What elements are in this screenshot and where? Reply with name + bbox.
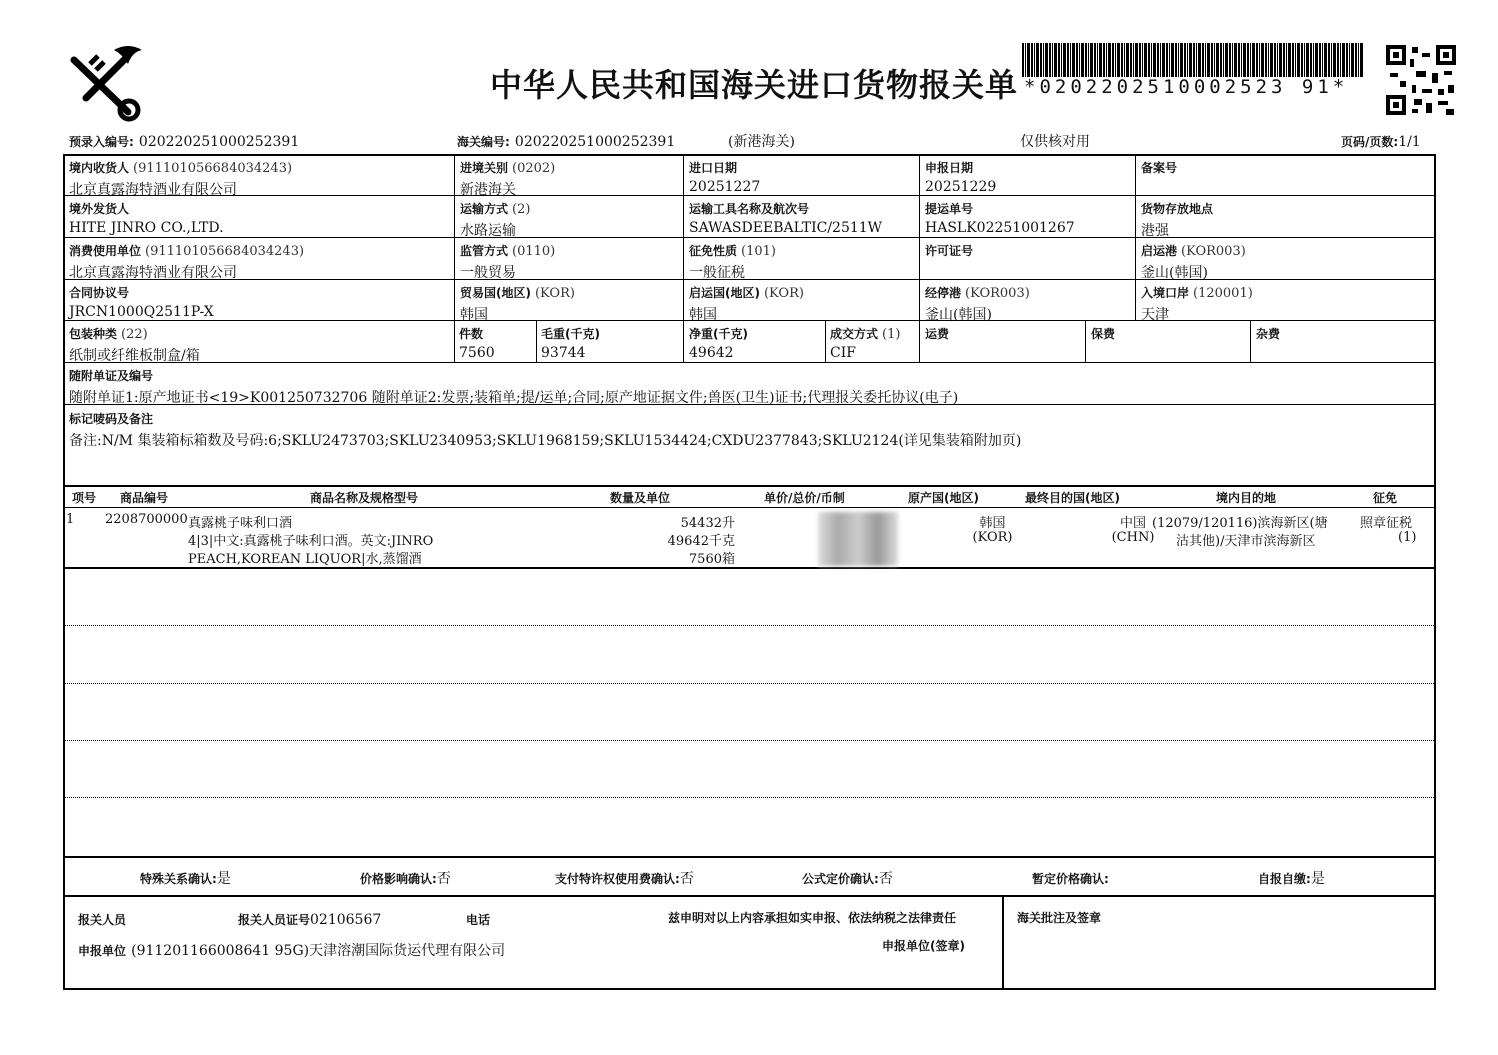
header-goods-name: 商品名称及规格型号 [310, 491, 419, 505]
entry-customs-field: 进境关别 (0202) 新港海关 [460, 161, 556, 198]
departure-port-field: 启运港 (KOR003) 釜山(韩国) [1141, 244, 1246, 281]
departure-country-field: 启运国(地区) (KOR) 韩国 [689, 286, 804, 323]
customs-emblem-logo [66, 42, 146, 122]
goods-name: 真露桃子味利口酒 [188, 516, 293, 531]
declarant-label: 报关人员 [78, 913, 127, 927]
package-field: 包装种类 (22) 纸制或纤维板制盒/箱 [69, 327, 200, 364]
price-impact-confirm: 价格影响确认:否 [360, 871, 451, 887]
quantity-kg: 49642千克 [667, 534, 735, 549]
levy-mode-code: (1) [1398, 530, 1417, 545]
attached-docs-field: 随附单证及编号 随附单证1:原产地证书<19>K001250732706 随附单证2:发票;装箱单;提/运单;合同;原产地证据文件;兽医(卫生)证书;代理报关委托协议(电子) [69, 369, 959, 406]
quantity-boxes: 7560箱 [688, 552, 735, 567]
verification-notice: 仅供核对用 [1020, 134, 1090, 150]
marks-remarks-field: 标记唛码及备注 备注:N/M 集装箱标箱数及号码:6;SKLU2473703;SKLU2340953;SKLU1968159;SKLU1534424;CXDU2377843;SKLU2124(详见集装箱附加页) [69, 412, 1022, 449]
phone-label: 电话 [466, 913, 491, 927]
declaring-unit: 申报单位 (911201166008641 95G)天津溶潮国际货运代理有限公司 [78, 943, 506, 959]
dest-country-code: (CHN) [1111, 530, 1155, 545]
entry-port-field: 入境口岸 (120001) 天津 [1141, 286, 1253, 323]
barcode [1022, 43, 1364, 77]
hs-code: 2208700000 [105, 512, 188, 527]
trade-country-field: 贸易国(地区) (KOR) 韩国 [460, 286, 575, 323]
consignee-field: 境内收货人 (911101056684034243) 北京真露海特酒业有限公司 [69, 161, 293, 198]
insurance-field: 保费 [1091, 327, 1116, 341]
pre-entry-number: 预录入编号: 020220251000252391 [69, 134, 300, 150]
customs-name: (新港海关) [728, 134, 795, 150]
storage-field: 货物存放地点 港强 [1141, 202, 1214, 239]
item-no: 1 [66, 512, 75, 527]
license-field: 许可证号 [925, 244, 974, 258]
price-redacted [818, 512, 898, 566]
consumer-field: 消费使用单位 (911101056684034243) 北京真露海特酒业有限公司 [69, 244, 305, 281]
goods-spec: 4|3|中文:真露桃子味利口酒。英文:JINRO [188, 534, 434, 549]
royalty-confirm: 支付特许权使用费确认:否 [555, 871, 694, 887]
customs-number: 海关编号: 020220251000252391 [457, 134, 676, 150]
goods-spec-cont: PEACH,KOREAN LIQUOR|水,蒸馏酒 [188, 552, 422, 567]
header-quantity: 数量及单位 [610, 491, 671, 505]
special-relationship-confirm: 特殊关系确认:是 [140, 871, 231, 887]
transport-mode-field: 运输方式 (2) 水路运输 [460, 202, 531, 239]
origin-country: 韩国 [979, 516, 1006, 531]
import-date-field: 进口日期 20251227 [689, 161, 761, 195]
vessel-field: 运输工具名称及航次号 SAWASDEEBALTIC/2511W [689, 202, 883, 236]
misc-fee-field: 杂费 [1256, 327, 1281, 341]
net-weight-field: 净重(千克) 49642 [689, 327, 748, 361]
deal-mode-field: 成交方式 (1) CIF [830, 327, 901, 361]
header-domestic-destination: 境内目的地 [1216, 491, 1277, 505]
origin-country-code: (KOR) [972, 530, 1013, 545]
customs-sign-label: 海关批注及签章 [1017, 911, 1102, 925]
header-price: 单价/总价/币制 [764, 491, 845, 505]
qr-code [1386, 45, 1456, 115]
gross-weight-field: 毛重(千克) 93744 [541, 327, 600, 361]
freight-field: 运费 [925, 327, 950, 341]
header-hs-code: 商品编号 [120, 491, 169, 505]
header-origin: 原产国(地区) [908, 491, 979, 505]
contract-field: 合同协议号 JRCN1000Q2511P-X [69, 286, 214, 320]
declare-date-field: 申报日期 20251229 [925, 161, 997, 195]
bill-no-field: 提运单号 HASLK02251001267 [925, 202, 1075, 236]
header-final-destination: 最终目的国(地区) [1025, 491, 1120, 505]
quantity-liters: 54432升 [680, 516, 735, 531]
barcode-text: *0202202510002523 91* [1024, 76, 1349, 98]
domestic-destination: (12079/120116)滨海新区(塘 [1152, 516, 1328, 531]
header-levy: 征免 [1373, 491, 1398, 505]
dest-country: 中国 [1119, 516, 1146, 531]
domestic-destination-cont: 沽其他)/天津市滨海新区 [1176, 534, 1316, 549]
page-number: 页码/页数:1/1 [1341, 134, 1421, 150]
declarant-cert: 报关人员证号02106567 [238, 912, 382, 928]
shipper-field: 境外发货人 HITE JINRO CO.,LTD. [69, 202, 224, 236]
legal-statement: 兹申明对以上内容承担如实申报、依法纳税之法律责任 [668, 911, 957, 925]
supervision-field: 监管方式 (0110) 一般贸易 [460, 244, 556, 281]
stop-port-field: 经停港 (KOR003) 釜山(韩国) [925, 286, 1030, 323]
levy-mode: 照章征税 [1360, 516, 1413, 531]
record-no-field: 备案号 [1141, 161, 1178, 175]
pieces-field: 件数 7560 [459, 327, 495, 361]
document-title: 中华人民共和国海关进口货物报关单 [490, 66, 1019, 104]
provisional-price-confirm: 暂定价格确认: [1032, 872, 1109, 886]
self-pay-confirm: 自报自缴:是 [1258, 871, 1325, 887]
header-item-no: 项号 [72, 491, 97, 505]
formula-price-confirm: 公式定价确认:否 [802, 871, 893, 887]
levy-field: 征免性质 (101) 一般征税 [689, 244, 776, 281]
unit-seal-label: 申报单位(签章) [882, 939, 965, 953]
